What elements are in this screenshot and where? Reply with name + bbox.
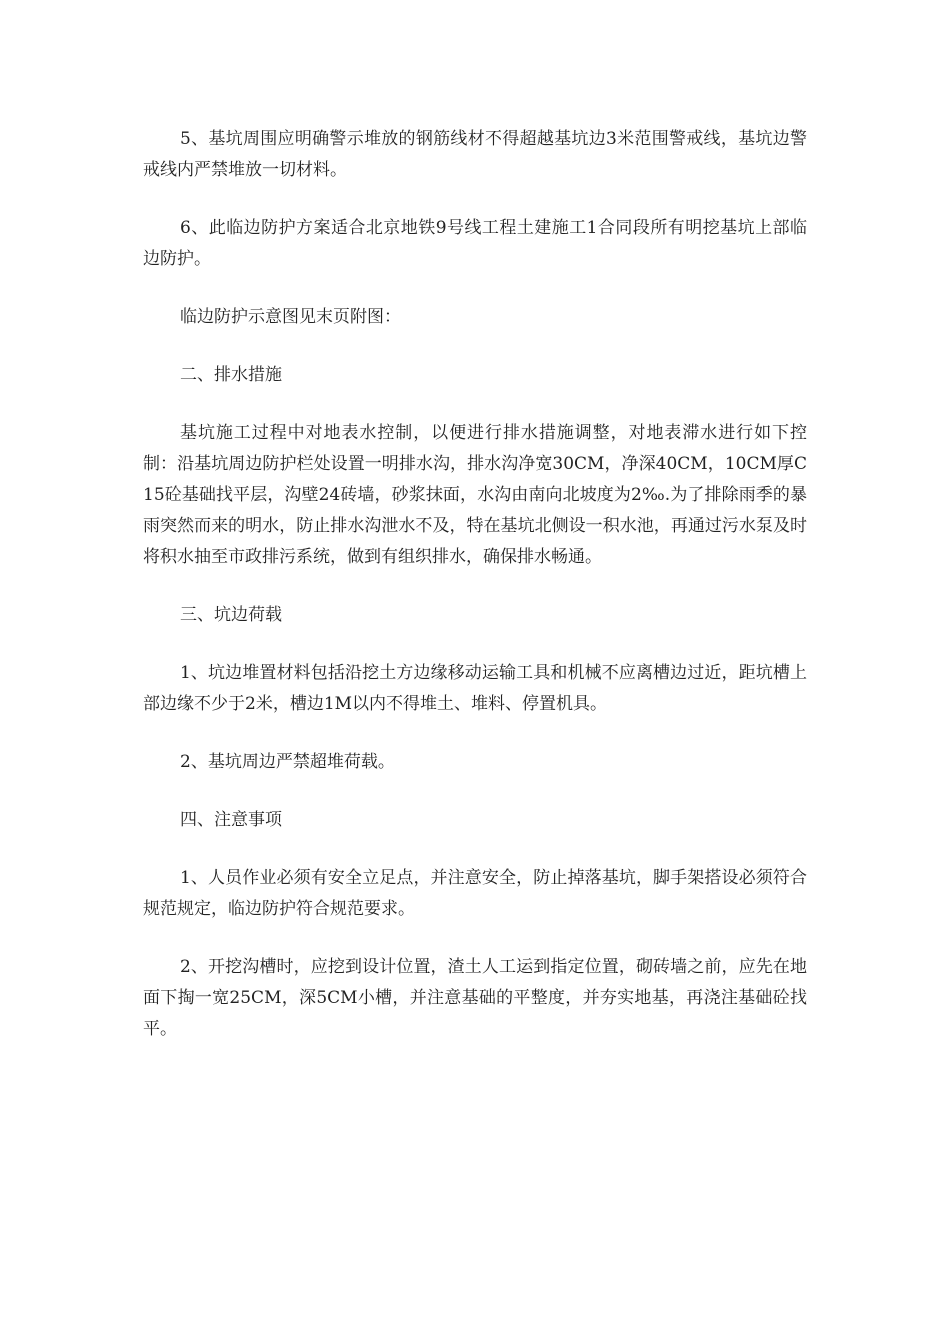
paragraph-trench-excavation: 2、开挖沟槽时，应挖到设计位置，渣土人工运到指定位置，砌砖墙之前，应先在地面下掏一宽25CM，深5CM小槽，并注意基础的平整度，并夯实地基，再浇注基础砼找平。 xyxy=(143,957,807,1039)
section-heading-edge-load: 三、坑边荷载 xyxy=(180,605,282,625)
section-heading-precautions: 四、注意事项 xyxy=(180,810,282,830)
section-heading-drainage: 二、排水措施 xyxy=(180,365,282,385)
paragraph-diagram-reference: 临边防护示意图见末页附图： xyxy=(180,307,401,327)
paragraph-drainage-details: 基坑施工过程中对地表水控制，以便进行排水措施调整，对地表滞水进行如下控制：沿基坑周边防护栏处设置一明排水沟，排水沟净宽30CM，净深40CM，10CM厚C15砼基础找平层，沟壁24砖墙，砂浆抹面，水沟由南向北坡度为2‰.为了排除雨季的暴雨突然而来的明水，防止排水沟泄水不及，特在基坑北侧设一积水池，再通过污水泵及时将积水抽至市政排污系统，做到有组织排水，确保排水畅通。 xyxy=(143,423,807,567)
paragraph-worker-safety: 1、人员作业必须有安全立足点，并注意安全，防止掉落基坑，脚手架搭设必须符合规范规定，临边防护符合规范要求。 xyxy=(143,868,807,919)
paragraph-edge-storage: 1、坑边堆置材料包括沿挖土方边缘移动运输工具和机械不应离槽边过近，距坑槽上部边缘不少于2米，槽边1M以内不得堆土、堆料、停置机具。 xyxy=(143,663,807,714)
paragraph-scope: 6、此临边防护方案适合北京地铁9号线工程土建施工1合同段所有明挖基坑上部临边防护。 xyxy=(143,218,807,269)
paragraph-overload-ban: 2、基坑周边严禁超堆荷载。 xyxy=(180,752,395,772)
document-body xyxy=(143,124,807,1072)
paragraph-warning-line: 5、基坑周围应明确警示堆放的钢筋线材不得超越基坑边3米范围警戒线，基坑边警戒线内严禁堆放一切材料。 xyxy=(143,129,807,180)
